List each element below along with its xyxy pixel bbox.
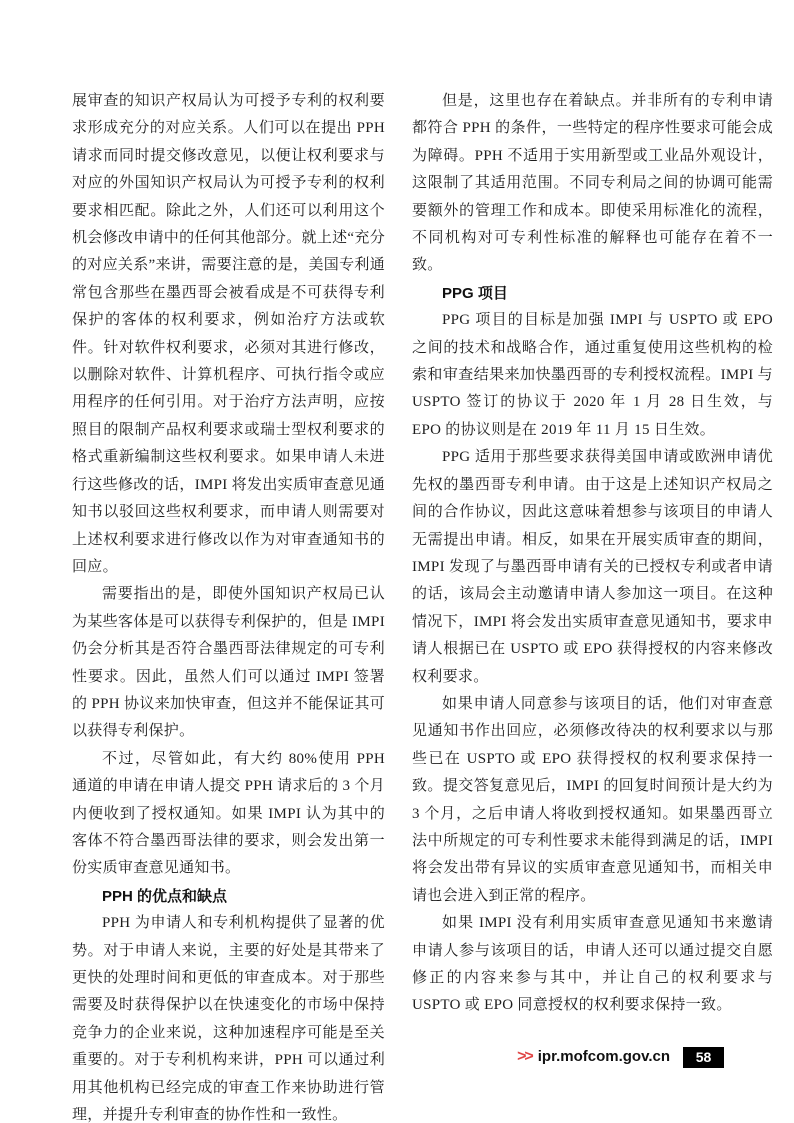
paragraph: 需要指出的是，即使外国知识产权局已认为某些客体是可以获得专利保护的，但是 IMPI 仍会分析其是否符合墨西哥法律规定的可专利性要求。因此，虽然人们可以通过 IMPI 签署的 PPH 协议来加快审查，但这并不能保证其可以获得专利保护。 — [72, 586, 385, 740]
paragraph: PPG 适用于那些要求获得美国申请或欧洲申请优先权的墨西哥专利申请。由于这是上述知识产权局之间的合作协议，因此这意味着想参与该项目的申请人无需提出申请。相反，如果在开展实质审查的期间，IMPI 发现了与墨西哥申请有关的已授权专利或者申请的话，该局会主动邀请申请人参加这一项目。在这种情况下，IMPI 将会发出实质审查意见通知书，要求申请人根据已在 USPTO 或 EPO 获得授权的内容来修改权利要求。 — [412, 449, 773, 685]
footer-url[interactable]: ipr.mofcom.gov.cn — [537, 1048, 670, 1065]
two-column-text-body — [72, 88, 773, 1123]
section-heading: PPG 项目 — [442, 284, 508, 302]
paragraph: 不过，尽管如此，有大约 80%使用 PPH 通道的申请在申请人提交 PPH 请求后的 3 个月内便收到了授权通知。如果 IMPI 认为其中的客体不符合墨西哥法律的要求，则会发出第一份实质审查意见通知书。 — [72, 750, 385, 877]
paragraph: PPH 为申请人和专利机构提供了显著的优势。对于申请人来说，主要的好处是其带来了更快的处理时间和更低的审查成本。对于那些需要及时获得保护以在快速变化的市场中保持竞争力的企业来说，这种加速程序可能是至关重要的。对于专利机构来讲，PPH 可以通过利用其他机构已经完成的审查工作来协助进行管理，并提升专利审查的协作性和一致性。 — [72, 915, 385, 1123]
paragraph: 但是，这里也存在着缺点。并非所有的专利申请都符合 PPH 的条件，一些特定的程序性要求可能会成为障碍。PPH 不适用于实用新型或工业品外观设计，这限制了其适用范围。不同专利局之间的协调可能需要额外的管理工作和成本。即使采用标准化的流程，不同机构对可专利性标准的解释也可能存在着不一致。 — [412, 93, 773, 274]
paragraph: 如果 IMPI 没有利用实质审查意见通知书来邀请申请人参与该项目的话，申请人还可以通过提交自愿修正的内容来参与其中，并让自己的权利要求与 USPTO 或 EPO 同意授权的权利要求保持一致。 — [412, 915, 773, 1014]
page-number-badge: 58 — [683, 1047, 724, 1068]
text-column-right — [412, 88, 773, 1123]
paragraph: PPG 项目的目标是加强 IMPI 与 USPTO 或 EPO 之间的技术和战略合作，通过重复使用这些机构的检索和审查结果来加快墨西哥的专利授权流程。IMPI 与 USPTO 签订的协议于 2020 年 1 月 28 日生效，与 EPO 的协议则是在 2019 年 11 月 15 日生效。 — [412, 312, 773, 438]
page-footer — [517, 1046, 724, 1068]
paragraph: 如果申请人同意参与该项目的话，他们对审查意见通知书作出回应，必须修改待决的权利要求以与那些已在 USPTO 或 EPO 获得授权的权利要求保持一致。提交答复意见后，IMPI 的回复时间预计是大约为 3 个月，之后申请人将收到授权通知。如果墨西哥立法中所规定的可专利性要求未能得到满足的话，IMPI 将会发出带有异议的实质审查意见通知书，而相关申请也会进入到正常的程序。 — [412, 695, 773, 904]
double-chevron-icon: >> — [517, 1048, 532, 1065]
text-column-left — [72, 88, 385, 1123]
section-heading: PPH 的优点和缺点 — [102, 887, 228, 905]
paragraph: 展审查的知识产权局认为可授予专利的权利要求形成充分的对应关系。人们可以在提出 PPH 请求而同时提交修改意见，以便让权利要求与对应的外国知识产权局认为可授予专利的权利要求相匹配。除此之外，人们还可以利用这个机会修改申请中的任何其他部分。就上述“充分的对应关系”来讲，需要注意的是，美国专利通常包含那些在墨西哥会被看成是不可获得专利保护的客体的权利要求，例如治疗方法或软件。针对软件权利要求，必须对其进行修改，以删除对软件、计算机程序、可执行指令或应用程序的任何引用。对于治疗方法声明，应按照目的限制产品权利要求或瑞士型权利要求的格式重新编制这些权利要求。如果申请人未进行这些修改的话，IMPI 将发出实质审查意见通知书以驳回这些权利要求，而申请人则需要对上述权利要求进行修改以作为对审查通知书的回应。 — [72, 93, 385, 575]
